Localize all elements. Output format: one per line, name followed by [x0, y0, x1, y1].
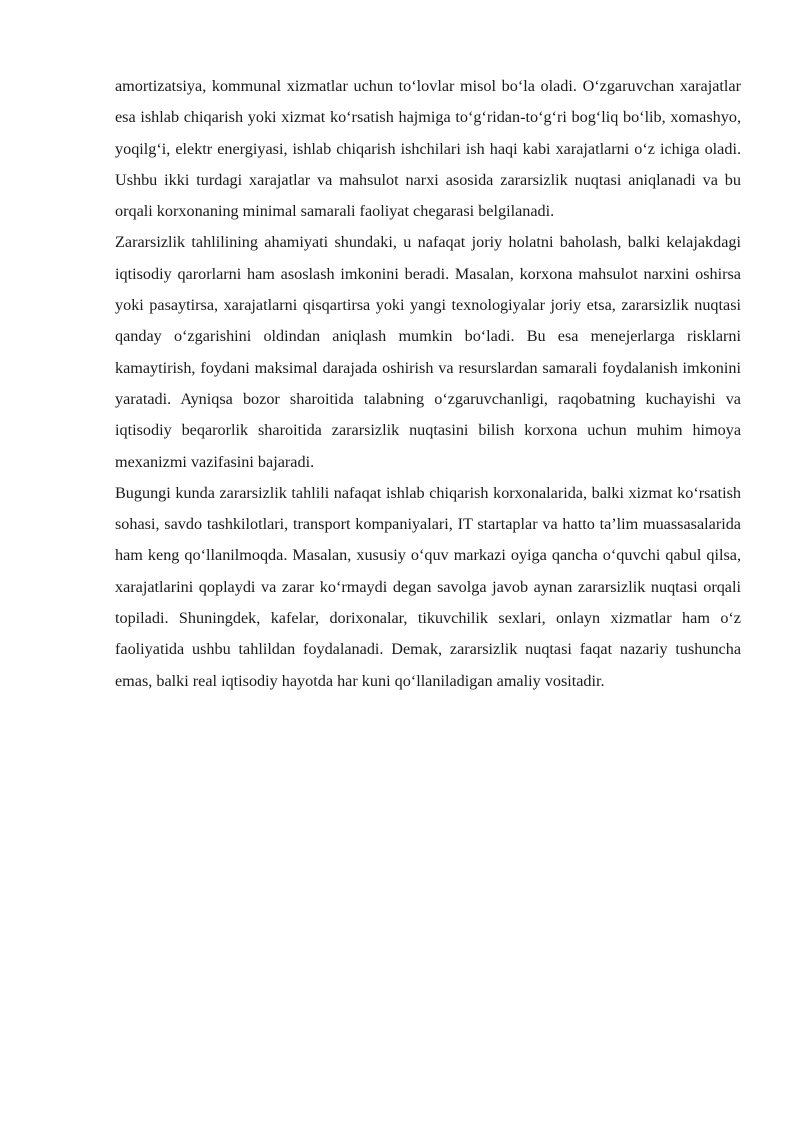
paragraph-expenses: amortizatsiya, kommunal xizmatlar uchun to‘lovlar misol bo‘la oladi. O‘zgaruvchan xarajatlar esa ishlab chiqarish yoki xizmat ko‘rsatish hajmiga to‘g‘ridan-to‘g‘ri bog‘liq bo‘lib, xomashyo, yoqilg‘i, elektr energiyasi, ishlab chiqarish ishchilari ish haqi kabi xarajatlarni o‘z ichiga oladi. Ushbu ikki turdagi xarajatlar va mahsulot narxi asosida zararsizlik nuqtasi aniqlanadi va bu orqali korxonaning minimal samarali faoliyat chegarasi belgilanadi. [115, 77, 741, 221]
paragraph-applications: Bugungi kunda zararsizlik tahlili nafaqat ishlab chiqarish korxonalarida, balki xizmat ko‘rsatish sohasi, savdo tashkilotlari, transport kompaniyalari, IT startaplar va hatto ta’lim muassasalarida ham keng qo‘llanilmoqda. Masalan, xususiy o‘quv markazi oyiga qancha o‘quvchi qabul qilsa, xarajatlarini qoplaydi va zarar ko‘rmaydi degan savolga javob aynan zararsizlik nuqtasi orqali topiladi. Shuningdek, kafelar, dorixonalar, tikuvchilik sexlari, onlayn xizmatlar ham o‘z faoliyatida ushbu tahlildan foydalanadi. Demak, zararsizlik nuqtasi faqat nazariy tushuncha emas, balki real iqtisodiy hayotda har kuni qo‘llaniladigan amaliy vositadir. [115, 483, 741, 690]
paragraph-importance: Zararsizlik tahlilining ahamiyati shundaki, u nafaqat joriy holatni baholash, balki kelajakdagi iqtisodiy qarorlarni ham asoslash imkonini beradi. Masalan, korxona mahsulot narxini oshirsa yoki pasaytirsa, xarajatlarni qisqartirsa yoki yangi texnologiyalar joriy etsa, zararsizlik nuqtasi qanday o‘zgarishini oldindan aniqlash mumkin bo‘ladi. Bu esa menejerlarga risklarni kamaytirish, foydani maksimal darajada oshirish va resurslardan samarali foydalanish imkonini yaratadi. Ayniqsa bozor sharoitida talabning o‘zgaruvchanligi, raqobatning kuchayishi va iqtisodiy beqarorlik sharoitida zararsizlik nuqtasini bilish korxona uchun muhim himoya mexanizmi vazifasini bajaradi. [115, 233, 741, 471]
document-body [115, 71, 741, 697]
